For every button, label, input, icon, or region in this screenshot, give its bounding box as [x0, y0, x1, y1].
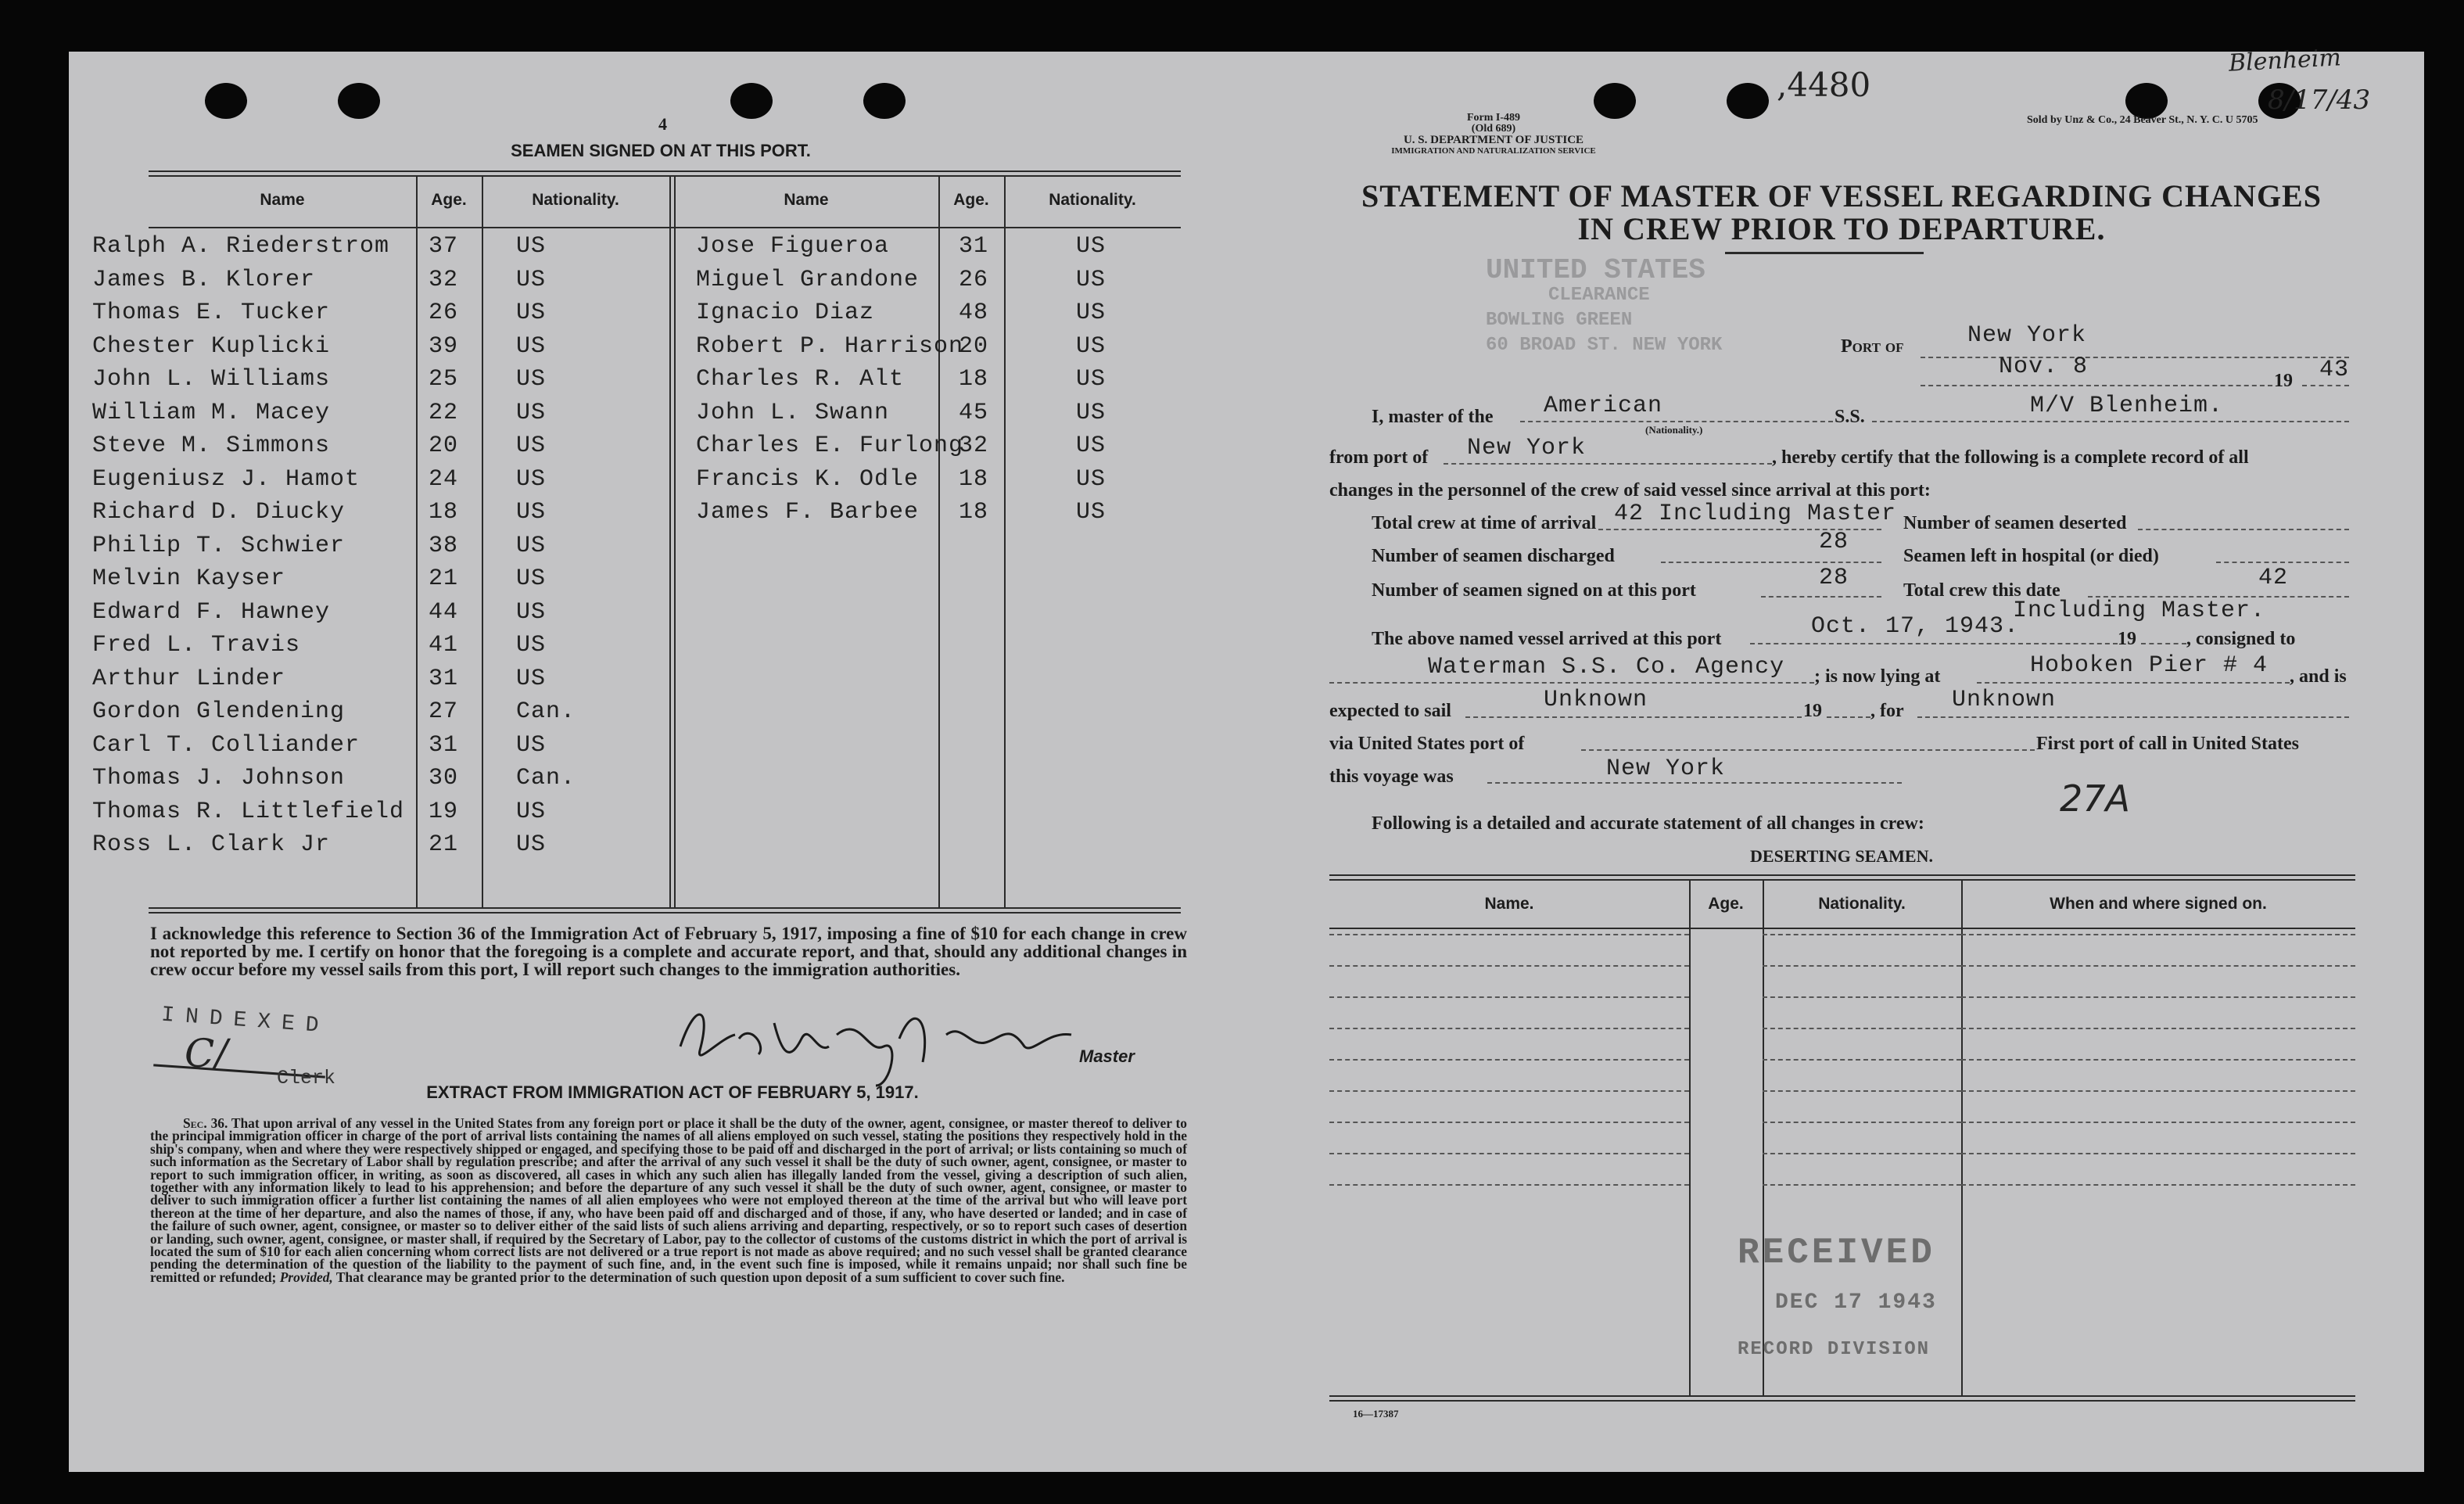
punch-hole [205, 83, 247, 119]
crew-name: Fred L. Travis [92, 632, 301, 659]
deserting-title: DESERTING SEAMEN. [1750, 846, 1933, 866]
from-port-value: New York [1467, 435, 1587, 461]
record-division: RECORD DIVISION [1738, 1339, 1931, 1360]
crew-nationality: US [1076, 300, 1106, 326]
crew-nationality: Can. [516, 698, 576, 725]
blank-row-line [1961, 1059, 2355, 1061]
blank-row-line [1763, 1090, 1961, 1092]
master-signature [665, 992, 1087, 1093]
discharged-value: 28 [1819, 529, 1849, 555]
crew-name: Miguel Grandone [696, 266, 920, 293]
port-value: New York [1967, 322, 2087, 349]
crew-name: James B. Klorer [92, 266, 316, 293]
deserting-nationality-header: Nationality. [1818, 895, 1906, 913]
crew-nationality: US [1076, 433, 1106, 459]
crew-name: Steve M. Simmons [92, 433, 331, 459]
lying-at-value: Hoboken Pier # 4 [2030, 652, 2269, 679]
crew-name: William M. Macey [92, 399, 331, 426]
crew-age: 38 [429, 532, 459, 559]
form-identifier: Form I-489 (Old 689) U. S. DEPARTMENT OF JUSTICE IMMIGRATION AND NATURALIZATION SERVICE [1391, 112, 1596, 156]
crew-name: Philip T. Schwier [92, 532, 346, 559]
seller-imprint: Sold by Unz & Co., 24 Beaver St., N. Y. C. U 5705 [2027, 114, 2258, 126]
crew-age: 18 [429, 499, 459, 526]
clerk-label: Clerk [277, 1067, 336, 1089]
total-crew-date: 42 [2258, 565, 2289, 591]
date-value: Nov. 8 [1999, 354, 2089, 380]
blank-row-line [1329, 1184, 1689, 1186]
crew-age: 32 [429, 266, 459, 293]
form-title: STATEMENT OF MASTER OF VESSEL REGARDING CHANGES IN CREW PRIOR TO DEPARTURE. [1361, 178, 2322, 246]
crew-name: James F. Barbee [696, 499, 920, 526]
arrival-date: Oct. 17, 1943. [1811, 613, 2020, 640]
indexed-stamp: INDEXED [160, 1003, 331, 1039]
col1-age-header: Age. [431, 191, 467, 209]
crew-age: 19 [429, 798, 459, 825]
crew-nationality: US [516, 233, 547, 260]
blank-row-line [1763, 934, 1961, 935]
crew-age: 32 [959, 433, 989, 459]
first-port-value: New York [1606, 756, 1726, 782]
crew-age: 31 [959, 233, 989, 260]
total-crew-arrival: 42 Including Master [1614, 501, 1897, 527]
signed-on-value: 28 [1819, 565, 1849, 591]
nationality-value: American [1544, 393, 1663, 419]
blank-row-line [1763, 996, 1961, 998]
blank-row-line [1763, 1184, 1961, 1186]
crew-nationality: Can. [516, 765, 576, 791]
crew-nationality: US [516, 532, 547, 559]
crew-age: 20 [959, 332, 989, 360]
received-date: DEC 17 1943 [1775, 1290, 1937, 1315]
page-title: SEAMEN SIGNED ON AT THIS PORT. [511, 141, 811, 160]
crew-name: Robert P. Harrison [696, 332, 964, 360]
blank-row-line [1763, 965, 1961, 967]
crew-name: Thomas J. Johnson [92, 765, 346, 791]
vessel-name: M/V Blenheim. [2030, 393, 2224, 419]
col2-name-header: Name [784, 191, 829, 209]
punch-hole [863, 83, 906, 119]
crew-age: 31 [429, 731, 459, 759]
blank-row-line [1961, 1184, 2355, 1186]
col2-nationality-header: Nationality. [1049, 191, 1136, 209]
crew-nationality: US [516, 465, 547, 493]
received-stamp: RECEIVED [1738, 1233, 1935, 1273]
crew-age: 18 [959, 499, 989, 526]
crew-nationality: US [1076, 332, 1106, 360]
blank-row-line [1763, 1122, 1961, 1123]
blank-row-line [1961, 996, 2355, 998]
port-label: Port of [1841, 336, 1904, 357]
blank-row-line [1961, 1153, 2355, 1154]
crew-age: 37 [429, 233, 459, 260]
blank-row-line [1329, 1122, 1689, 1123]
blank-row-line [1763, 1153, 1961, 1154]
crew-nationality: US [516, 332, 547, 360]
punch-hole [730, 83, 773, 119]
deserting-signed-on-header: When and where signed on. [2050, 895, 2267, 913]
crew-age: 21 [429, 565, 459, 592]
crew-age: 27 [429, 698, 459, 725]
crew-nationality: US [1076, 499, 1106, 526]
crew-nationality: US [516, 433, 547, 459]
crew-nationality: US [516, 565, 547, 592]
crew-age: 24 [429, 465, 459, 493]
blank-row-line [1329, 934, 1689, 935]
total-crew-note: Including Master. [2013, 598, 2266, 624]
crew-name: Carl T. Colliander [92, 731, 360, 759]
crew-name: Ignacio Diaz [696, 300, 875, 326]
crew-age: 31 [429, 665, 459, 692]
crew-name: John L. Swann [696, 399, 890, 426]
crew-nationality: US [516, 499, 547, 526]
blank-row-line [1961, 1122, 2355, 1123]
crew-name: Edward F. Hawney [92, 598, 331, 626]
crew-name: Francis K. Odle [696, 465, 920, 493]
crew-nationality: US [516, 598, 547, 626]
crew-age: 21 [429, 831, 459, 858]
blank-row-line [1329, 1028, 1689, 1029]
crew-nationality: US [516, 632, 547, 659]
crew-nationality: US [516, 665, 547, 692]
year-value: 43 [2319, 357, 2350, 383]
crew-age: 20 [429, 433, 459, 459]
crew-name: Richard D. Diucky [92, 499, 346, 526]
crew-name: Melvin Kayser [92, 565, 286, 592]
blank-row-line [1961, 934, 2355, 935]
crew-nationality: US [1076, 266, 1106, 293]
destination-value: Unknown [1952, 687, 2057, 713]
crew-age: 30 [429, 765, 459, 791]
crew-name: Arthur Linder [92, 665, 286, 692]
crew-age: 41 [429, 632, 459, 659]
handwritten-number: ,4480 [1777, 66, 1871, 104]
crew-name: John L. Williams [92, 366, 331, 393]
deserting-name-header: Name. [1484, 895, 1534, 913]
crew-nationality: US [1076, 366, 1106, 393]
crew-nationality: US [1076, 465, 1106, 493]
crew-age: 44 [429, 598, 459, 626]
clerk-initials: C/ [185, 1031, 228, 1076]
crew-nationality: US [516, 798, 547, 825]
crew-age: 26 [429, 300, 459, 326]
consignee-value: Waterman S.S. Co. Agency [1428, 654, 1785, 680]
blank-row-line [1329, 1153, 1689, 1154]
blank-row-line [1329, 1059, 1689, 1061]
crew-name: Eugeniusz J. Hamot [92, 465, 360, 493]
col2-age-header: Age. [953, 191, 989, 209]
crew-name: Gordon Glendening [92, 698, 346, 725]
blank-row-line [1763, 1059, 1961, 1061]
crew-age: 18 [959, 366, 989, 393]
form-number: 16—17387 [1353, 1408, 1399, 1420]
master-label: Master [1079, 1046, 1135, 1066]
crew-nationality: US [516, 366, 547, 393]
faded-stamp: UNITED STATES CLEARANCE BOWLING GREEN 60 BROAD ST. NEW YORK [1486, 254, 1723, 356]
col1-nationality-header: Nationality. [532, 191, 619, 209]
section-36-text: Sec. 36. That upon arrival of any vessel in the United States from any foreign port or place it shall be the duty of the owner, agent, consignee, or master thereof to deliver to the principal immigration officer in charge of the port of arrival lists containing the names of all aliens employed on such vessel, stating the positions they respectively hold in the ship's company, when and where they were respectively shipped or engaged, and specifying those to be paid off and discharged in the port of arrival; or lists containing so much of such information as the Secretary of Labor shall by regulation prescribe; and after the arrival of any such vessel it shall be the duty of such owner, agent, consignee, or master to report to such immigration officer, in writing, as soon as discovered, all cases in which any such alien has illegally landed from the vessel, giving a description of such alien, together with any information likely to lead to his apprehension; and before the departure of any such vessel it shall be the duty of such owner, agent, consignee, or master to deliver to such immigration officer a further list containing the names of all alien employees who were not employed thereon at the time of the arrival but who will leave port thereon at the time of her departure, and also the names of those, if any, who have been paid off and discharged and of those, if any, who have deserted or landed; and in case of the failure of such owner, agent, consignee, or master so to deliver either of the said lists of such aliens arriving and departing, respectively, or so to report such cases of desertion or landing, such owner, agent, consignee, or master shall, if required by the Secretary of Labor, pay to the collector of customs of the customs district in which the port of arrival is located the sum of $10 for each alien concerning whom correct lists are not delivered or a true report is not made as above required; and no such vessel shall be granted clearance pending the determination of the question of the liability to the payment of such fine, and, in the event such fine is imposed, while it remains unpaid; nor shall such fine be remitted or refunded; Provided, That clearance may be granted prior to the determination of such question upon deposit of a sum sufficient to cover such fine. [150, 1115, 1187, 1285]
crew-name: Chester Kuplicki [92, 332, 331, 360]
page-number: 4 [658, 114, 667, 134]
blank-row-line [1763, 1028, 1961, 1029]
handwritten-date: 8/17/43 [2268, 84, 2371, 116]
crew-age: 18 [959, 465, 989, 493]
crew-nationality: US [516, 831, 547, 858]
crew-name: Jose Figueroa [696, 233, 890, 260]
crew-name: Thomas E. Tucker [92, 300, 331, 326]
crew-age: 45 [959, 399, 989, 426]
punch-hole [1727, 83, 1769, 119]
extract-title: EXTRACT FROM IMMIGRATION ACT OF FEBRUARY 5, 1917. [426, 1082, 919, 1102]
handwritten-note: 27A [2060, 777, 2131, 820]
blank-row-line [1329, 996, 1689, 998]
blank-row-line [1961, 965, 2355, 967]
acknowledgment-text: I acknowledge this reference to Section 36 of the Immigration Act of February 5, 1917, imposing a fine of $10 for each change in crew not reported by me. I certify on honor that the foregoing is a complete and accurate report, and that, should any additional changes in crew occur before my vessel sails from this port, I will report such changes to the immigration authorities. [150, 924, 1187, 979]
expected-sail-value: Unknown [1544, 687, 1648, 713]
crew-age: 39 [429, 332, 459, 360]
crew-name: Charles E. Furlong [696, 433, 964, 459]
crew-nationality: US [1076, 399, 1106, 426]
col1-name-header: Name [260, 191, 305, 209]
blank-row-line [1329, 1090, 1689, 1092]
handwritten-vessel: Blenheim [2228, 44, 2342, 77]
deserting-age-header: Age. [1708, 895, 1744, 913]
blank-row-line [1961, 1028, 2355, 1029]
crew-nationality: US [516, 731, 547, 759]
crew-name: Ralph A. Riederstrom [92, 233, 390, 260]
crew-age: 26 [959, 266, 989, 293]
crew-age: 25 [429, 366, 459, 393]
crew-nationality: US [516, 399, 547, 426]
crew-age: 22 [429, 399, 459, 426]
crew-name: Ross L. Clark Jr [92, 831, 331, 858]
crew-age: 48 [959, 300, 989, 326]
punch-hole [338, 83, 380, 119]
crew-nationality: US [516, 300, 547, 326]
crew-name: Charles R. Alt [696, 366, 905, 393]
crew-name: Thomas R. Littlefield [92, 798, 405, 825]
blank-row-line [1961, 1090, 2355, 1092]
crew-nationality: US [1076, 233, 1106, 260]
blank-row-line [1329, 965, 1689, 967]
crew-nationality: US [516, 266, 547, 293]
